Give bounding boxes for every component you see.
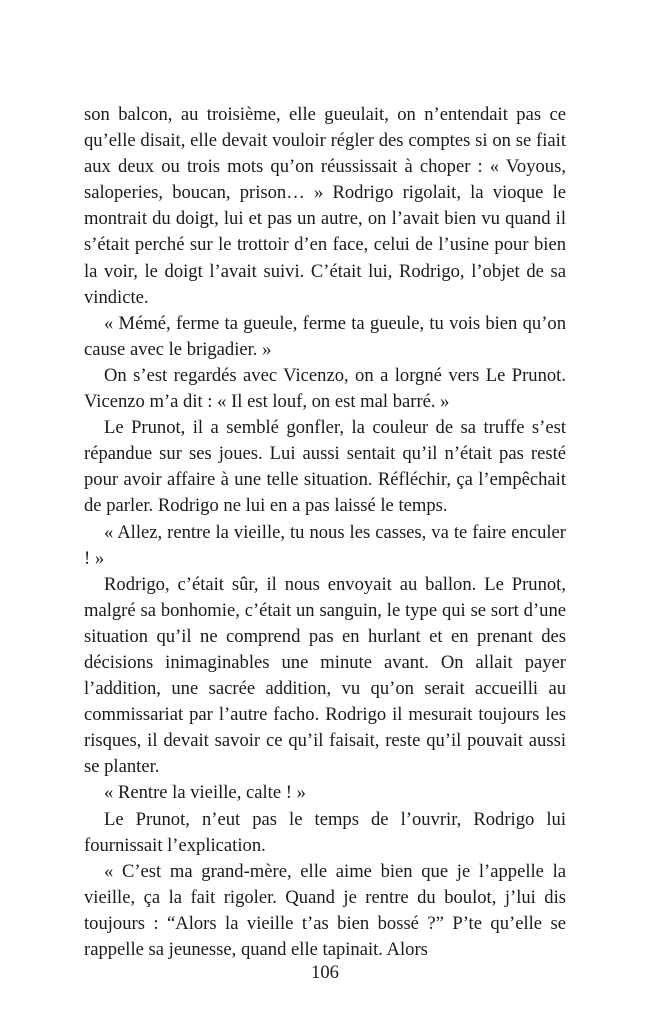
page-number: 106 xyxy=(311,962,339,983)
paragraph: son balcon, au troisième, elle gueulait, on n’entendait pas ce qu’elle disait, elle devait vouloir régler des comptes si on se fiait aux deux ou trois mots qu’on réussissait à choper : « Voyous, saloperies, boucan, prison… » Rodrigo rigolait, la vioque le montrait du doigt, lui et pas un autre, on l’avait bien vu quand il s’était perché sur le trottoir d’en face, celui de l’usine pour bien la voir, le doigt l’avait suivi. C’était lui, Rodrigo, l’objet de sa vindicte. xyxy=(84,104,566,308)
paragraph: Le Prunot, n’eut pas le temps de l’ouvrir, Rodrigo lui fournissait l’explication. xyxy=(84,808,566,856)
paragraph: Le Prunot, il a semblé gonfler, la couleur de sa truffe s’est répandue sur ses joues. Lui aussi sentait qu’il n’était pas resté pour avoir affaire à une telle situation. Réfléchir, ça l’empêchait de parler. Rodrigo ne lui en a pas laissé le temps. xyxy=(84,417,566,517)
paragraph: « Rentre la vieille, calte ! » xyxy=(104,782,306,804)
paragraph: « Allez, rentre la vieille, tu nous les casses, va te faire enculer ! » xyxy=(84,521,566,569)
paragraph: Rodrigo, c’était sûr, il nous envoyait au ballon. Le Prunot, malgré sa bonhomie, c’était un sanguin, le type qui se sort d’une situation qu’il ne comprend pas en hurlant et en prenant des décisions inimaginables une minute avant. On allait payer l’addition, une sacrée addition, vu qu’on serait accueilli au commissariat par l’autre facho. Rodrigo il mesurait toujours les risques, il devait savoir ce qu’il faisait, reste qu’il pouvait aussi se planter. xyxy=(84,573,566,778)
paragraph: « Mémé, ferme ta gueule, ferme ta gueule, tu vois bien qu’on cause avec le brigadier. » xyxy=(84,312,566,360)
paragraph: On s’est regardés avec Vicenzo, on a lorgné vers Le Prunot. Vicenzo m’a dit : « Il est louf, on est mal barré. » xyxy=(84,364,566,413)
page-body xyxy=(84,102,566,963)
paragraph: « C’est ma grand-mère, elle aime bien que je l’appelle la vieille, ça la fait rigoler. Quand je rentre du boulot, j’lui dis toujours : “Alors la vieille t’as bien bossé ?” P’te qu’elle se rappelle sa jeunesse, quand elle tapinait. Alors xyxy=(84,860,566,960)
